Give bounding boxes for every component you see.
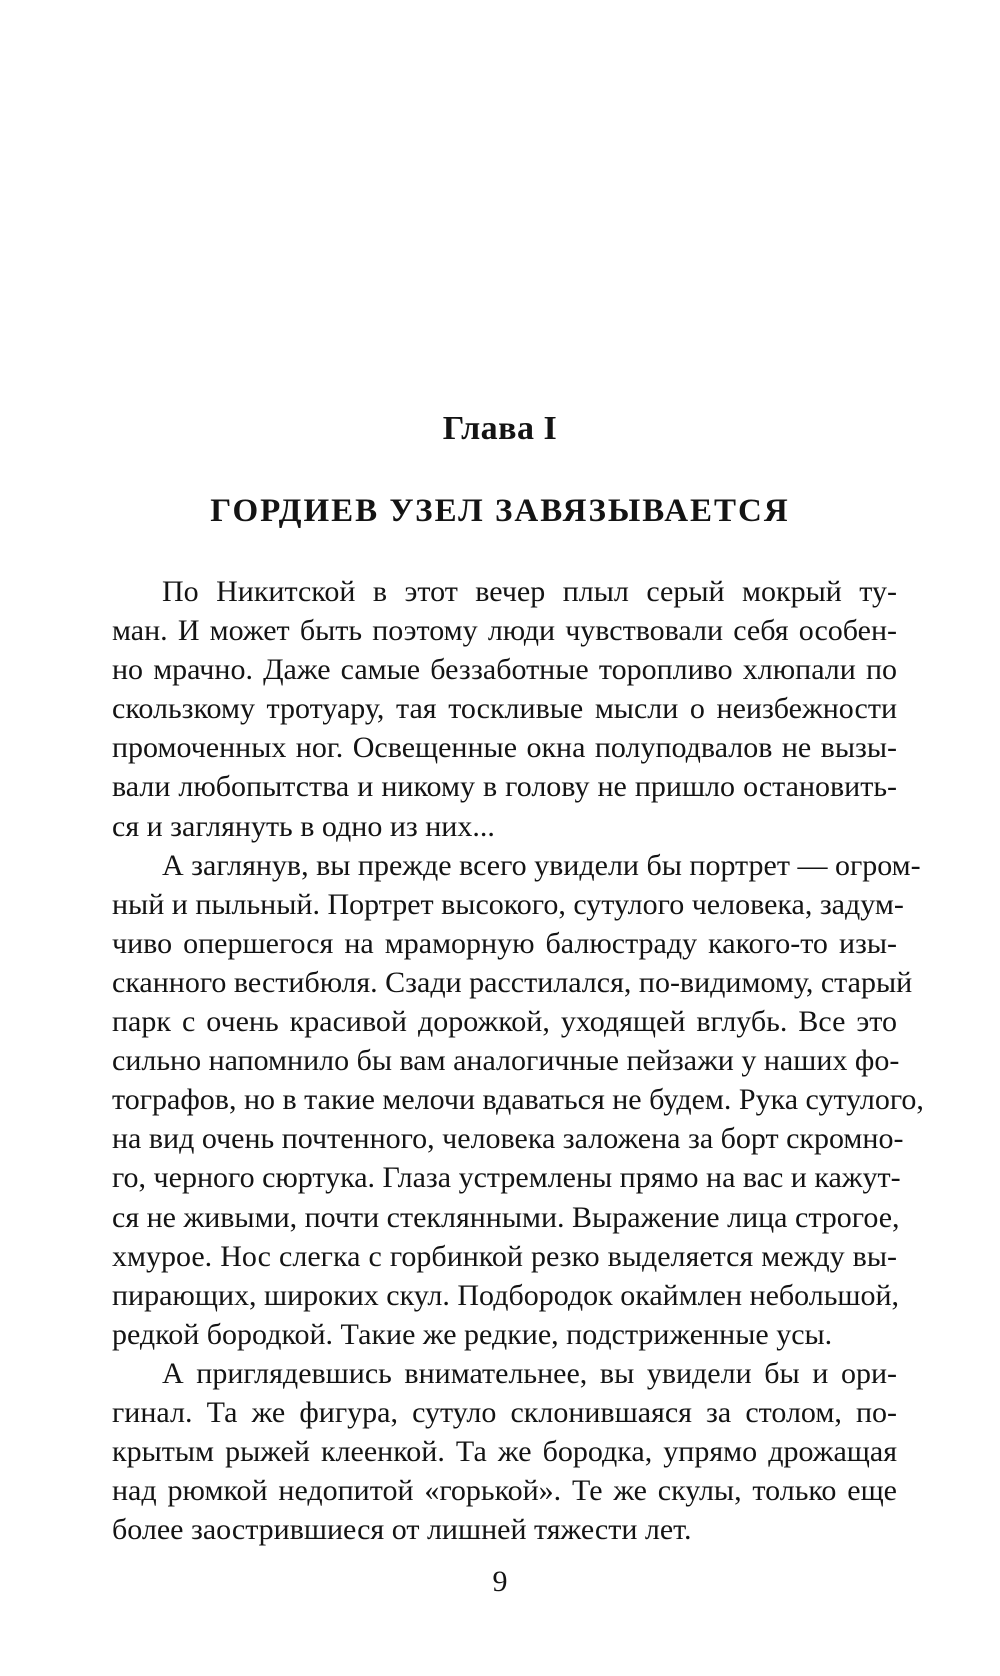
chapter-title: ГОРДИЕВ УЗЕЛ ЗАВЯЗЫВАЕТСЯ — [210, 493, 790, 529]
text-line: редкой бородкой. Такие же редкие, подстриженные усы. — [112, 1317, 833, 1351]
text-line: чиво опершегося на мраморную балюстраду какого-то изы- — [112, 926, 897, 960]
text-line: А приглядевшись внимательнее, вы увидели бы и ори- — [162, 1356, 897, 1390]
text-line: ман. И может быть поэтому люди чувствовали себя особен- — [112, 614, 897, 648]
paragraph — [112, 1354, 897, 1549]
text-line: промоченных ног. Освещенные окна полуподвалов не вызы- — [112, 731, 897, 765]
text-line: парк с очень красивой дорожкой, уходящей вглубь. Все это — [112, 1005, 897, 1039]
text-line: А заглянув, вы прежде всего увидели бы портрет — огром- — [162, 848, 921, 882]
text-line: сканного вестибюля. Сзади расстилался, по-видимому, старый — [112, 965, 913, 999]
text-line: ся не живыми, почти стеклянными. Выражение лица строгое, — [112, 1200, 900, 1234]
text-line: более заострившиеся от лишней тяжести лет. — [112, 1513, 692, 1547]
text-line: но мрачно. Даже самые беззаботные торопливо хлюпали по — [112, 653, 897, 687]
text-line: гинал. Та же фигура, сутуло склонившаяся за столом, по- — [112, 1395, 897, 1429]
text-line: ся и заглянуть в одно из них... — [112, 809, 495, 843]
text-line: на вид очень почтенного, человека заложена за борт скромно- — [112, 1122, 904, 1156]
text-line: пирающих, широких скул. Подбородок окаймлен небольшой, — [112, 1278, 900, 1312]
paragraph — [112, 572, 897, 846]
text-line: над рюмкой недопитой «горькой». Те же скулы, только еще — [112, 1474, 897, 1508]
text-line: крытым рыжей клеенкой. Та же бородка, упрямо дрожащая — [112, 1435, 897, 1469]
page-number: 9 — [492, 1565, 508, 1598]
text-line: ный и пыльный. Портрет высокого, сутулого человека, задум- — [112, 887, 904, 921]
text-line: го, черного сюртука. Глаза устремлены прямо на вас и кажут- — [112, 1161, 901, 1195]
text-line: хмурое. Нос слегка с горбинкой резко выделяется между вы- — [112, 1239, 897, 1273]
text-line: скользкому тротуару, тая тоскливые мысли о неизбежности — [112, 692, 897, 726]
body-text — [112, 572, 924, 1549]
text-line: По Никитской в этот вечер плыл серый мокрый ту- — [162, 575, 897, 608]
paragraph — [112, 846, 924, 1354]
text-line: вали любопытства и никому в голову не пришло остановить- — [112, 770, 897, 804]
text-line: тографов, но в такие мелочи вдаваться не будем. Рука сутулого, — [112, 1083, 924, 1117]
text-line: сильно напомнило бы вам аналогичные пейзажи у наших фо- — [112, 1044, 900, 1078]
chapter-label: Глава I — [442, 410, 558, 447]
